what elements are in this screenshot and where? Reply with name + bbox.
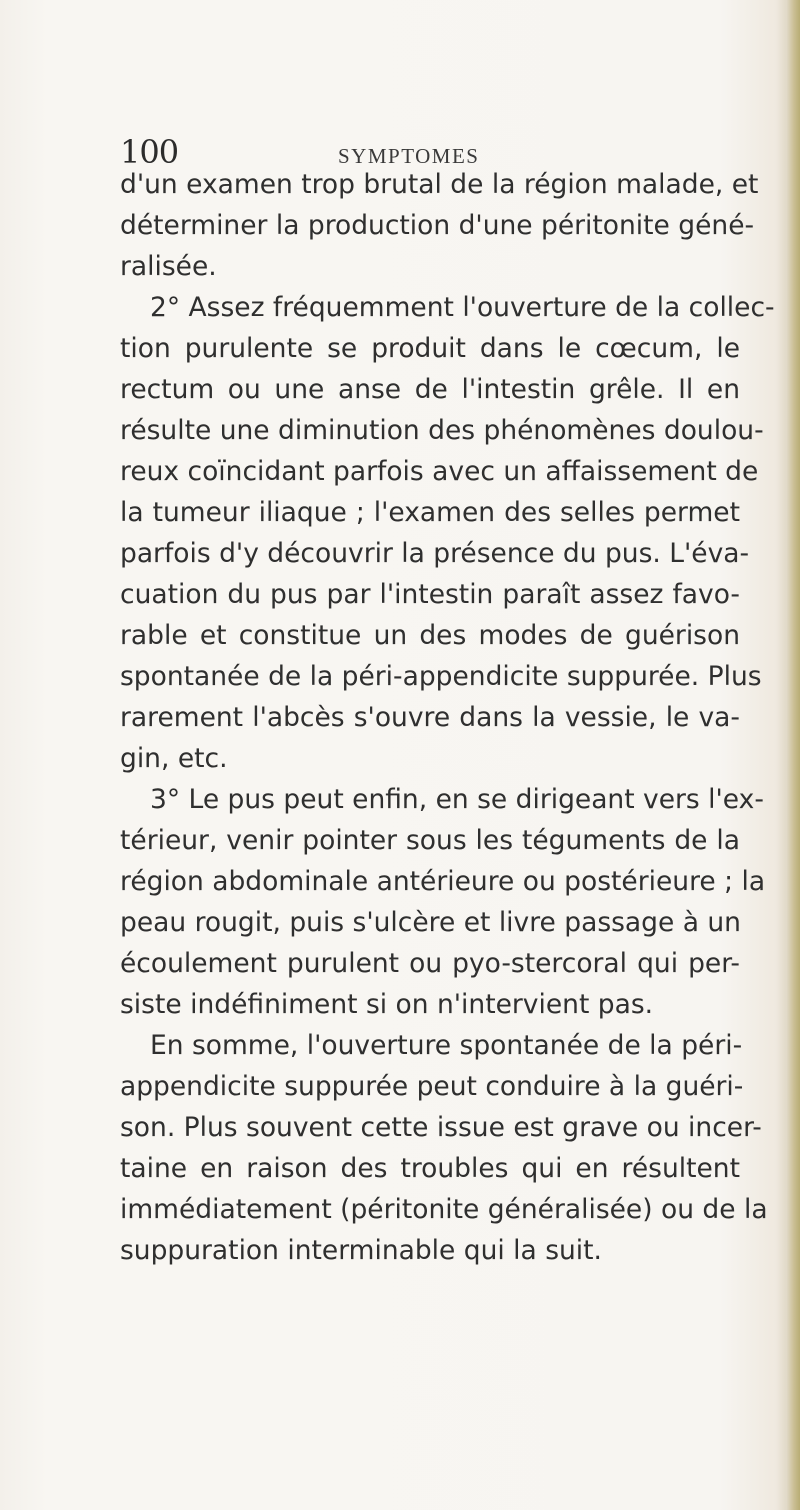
text-line: appendicite suppurée peut conduire à la guéri- [120,1071,744,1102]
text-line: rectum ou une anse de l'intestin grêle. Il en [120,374,740,405]
text-line: siste indéfiniment si on n'intervient pas. [120,989,654,1020]
text-line: gin, etc. [120,743,228,774]
text-line: immédiatement (péritonite généralisée) ou de la [120,1194,768,1225]
text-line: la tumeur iliaque ; l'examen des selles permet [120,497,740,528]
text-line: térieur, venir pointer sous les téguments de la [120,825,740,856]
page-number: 100 [120,133,179,171]
text-line: région abdominale antérieure ou postérieure ; la [120,866,766,897]
page-edge-shadow [776,0,786,1510]
text-line: suppuration interminable qui la suit. [120,1235,602,1266]
text-line: écoulement purulent ou pyo-stercoral qui per- [120,948,740,979]
text-line: résulte une diminution des phénomènes doulou- [120,415,764,446]
text-line: 2° Assez fréquemment l'ouverture de la collec- [150,292,775,323]
text-line: déterminer la production d'une péritonite géné- [120,210,755,241]
text-line: peau rougit, puis s'ulcère et livre passage à un [120,907,741,938]
text-line: taine en raison des troubles qui en résultent [120,1153,740,1184]
text-line: ralisée. [120,251,217,282]
text-line: son. Plus souvent cette issue est grave ou incer- [120,1112,762,1143]
text-line: rarement l'abcès s'ouvre dans la vessie, le va- [120,702,740,733]
page-edge [786,0,800,1510]
text-line: 3° Le pus peut enfin, en se dirigeant vers l'ex- [150,784,764,815]
text-line: reux coïncidant parfois avec un affaissement de [120,456,759,487]
text-line: En somme, l'ouverture spontanée de la péri- [150,1030,743,1061]
running-head: SYMPTOMES [338,144,480,168]
body-text [120,164,775,1271]
text-line: parfois d'y découvrir la présence du pus. L'éva- [120,538,750,569]
text-line: tion purulente se produit dans le cœcum, le [120,333,740,364]
text-line: rable et constitue un des modes de guérison [120,620,740,651]
text-line: d'un examen trop brutal de la région malade, et [120,169,759,200]
text-line: cuation du pus par l'intestin paraît assez favo- [120,579,740,610]
text-line: spontanée de la péri-appendicite suppurée. Plus [120,661,762,692]
